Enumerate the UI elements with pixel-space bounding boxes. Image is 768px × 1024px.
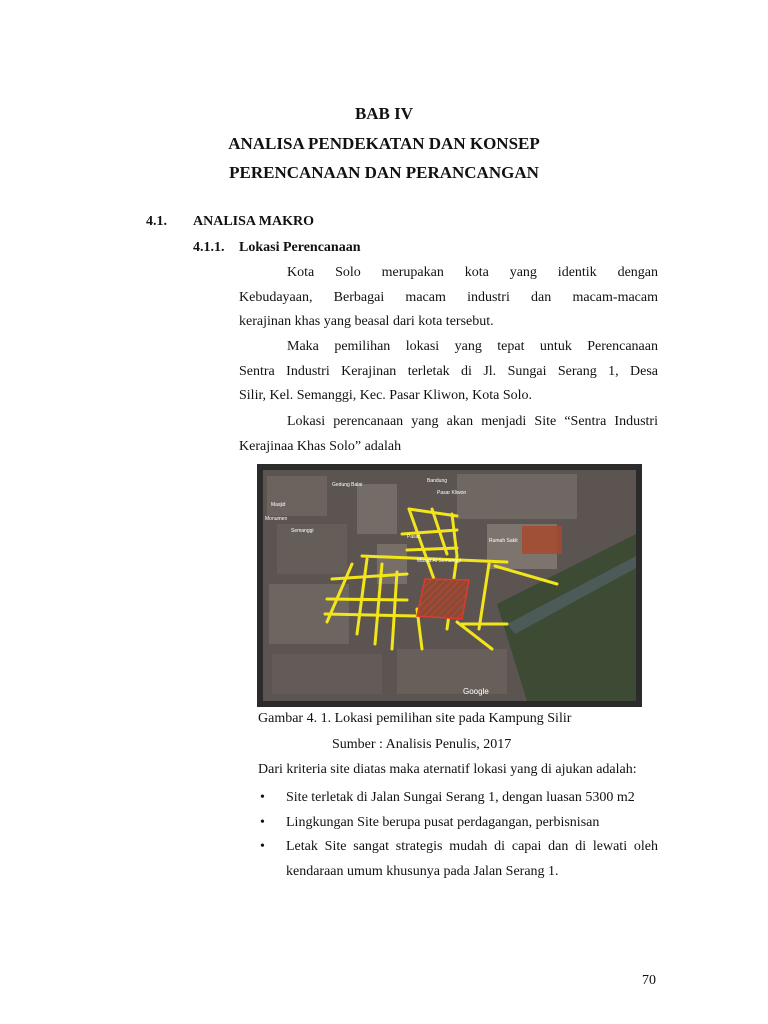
subsection-title: Lokasi Perencanaan: [239, 240, 361, 255]
map-label-monumen: Monumen: [265, 516, 288, 522]
bullet-icon: •: [260, 814, 265, 830]
paragraph-2-line-3: Silir, Kel. Semanggi, Kec. Pasar Kliwon, Kota Solo.: [239, 388, 533, 403]
paragraph-1-line-1: Kota Solo merupakan kota yang identik dengan: [287, 265, 658, 280]
criteria-item: [258, 811, 658, 836]
section-title: ANALISA MAKRO: [193, 214, 314, 229]
map-label-pasar: Pasar: [407, 534, 421, 540]
map-label-masjid: Masjid: [271, 502, 286, 508]
paragraph-3-line-2: Kerajinaa Khas Solo” adalah: [239, 438, 402, 454]
paragraph-3-line-1: Lokasi perencanaan yang akan menjadi Site “Sentra Industri: [287, 414, 658, 429]
criteria-item: [258, 835, 658, 884]
map-label-semanggi: Semanggi: [291, 528, 314, 534]
criteria-item-text: Lingkungan Site berupa pusat perdagangan, perbisnisan: [286, 814, 600, 830]
map-label-gedung: Gedung Balai: [332, 482, 363, 488]
paragraph-3: [239, 410, 658, 459]
satellite-map-image: [257, 464, 642, 707]
paragraph-2-line-1: Maka pemilihan lokasi yang tepat untuk Perencanaan: [287, 339, 658, 354]
bullet-icon: •: [260, 790, 265, 805]
section-number: 4.1.: [146, 214, 167, 229]
map-label-masjid-semanggi: Masjid Al Semanggi: [417, 558, 461, 564]
figure-caption: Gambar 4. 1. Lokasi pemilihan site pada Kampung Silir: [258, 711, 572, 726]
criteria-intro: Dari kriteria site diatas maka aternatif lokasi yang di ajukan adalah:: [258, 762, 637, 777]
paragraph-1-line-2: Kebudayaan, Berbagai macam industri dan macam-macam: [239, 289, 658, 305]
criteria-item-text: Site terletak di Jalan Sungai Serang 1, dengan luasan 5300 m2: [286, 790, 635, 805]
figure-source: Sumber : Analisis Penulis, 2017: [332, 737, 512, 752]
chapter-title: BAB IV: [354, 104, 414, 123]
criteria-item-continuation: kendaraan umum khusunya pada Jalan Serang 1.: [286, 863, 559, 879]
chapter-subtitle-line1: ANALISA PENDEKATAN DAN KONSEP: [228, 134, 540, 153]
subsection-number: 4.1.1.: [193, 240, 225, 255]
building-roof: [522, 526, 562, 554]
paragraph-2: [239, 335, 658, 409]
paragraph-2-line-2: Sentra Industri Kerajinan terletak di Jl. Sungai Serang 1, Desa: [239, 363, 658, 379]
criteria-item: [258, 786, 658, 811]
page-number: 70: [642, 973, 656, 988]
paragraph-1: [239, 261, 658, 335]
paragraph-1-line-3: kerajinan khas yang beasal dari kota tersebut.: [239, 314, 494, 329]
map-label-pasar-kliwon: Pasar Kliwon: [437, 490, 467, 496]
map-label-bandung: Bandung: [427, 478, 448, 484]
chapter-subtitle-line2: PERENCANAAN DAN PERANCANGAN: [229, 163, 539, 182]
map-label-rumah-sakit: Rumah Sakit: [489, 538, 518, 544]
site-boundary: [417, 579, 469, 619]
site-location-map: [257, 464, 642, 707]
bullet-icon: •: [260, 839, 265, 854]
criteria-item-text: Letak Site sangat strategis mudah di capai dan di lewati oleh: [286, 839, 658, 854]
google-watermark: Google: [463, 687, 489, 696]
criteria-list: [258, 786, 658, 884]
